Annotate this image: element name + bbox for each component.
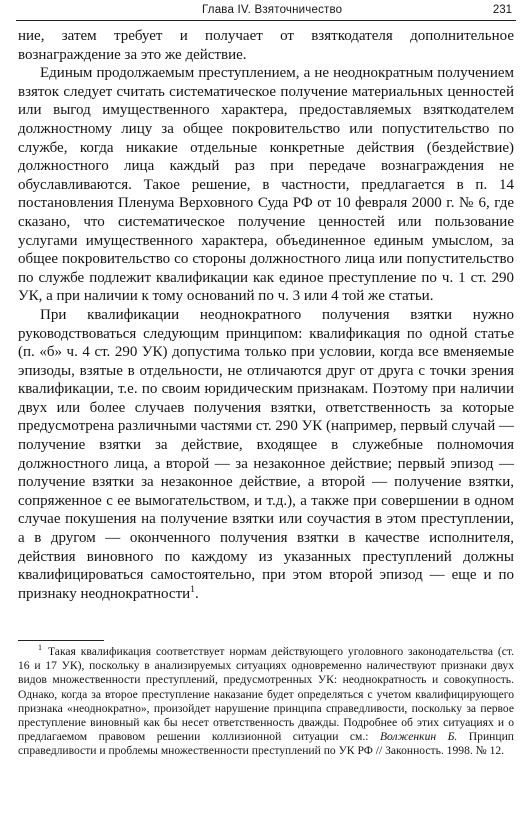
footnote-body: Такая квалификация соответствует нормам действующего уголовного законодательства (ст. 16 и 17 УК), поскольку в анализируемых ситуациях одновременно наличествуют признаки двух видов множественности преступлений, предусмотренных УК: неоднократность и совокупность. Однако, когда за второе преступление наказание будет определяться с учетом квалифицирующего признака «неоднократно», произойдет нарушение принципа справедливости, поскольку за первое преступление виновный как бы несет ответственность дважды. Подробнее об этих ситуациях и о предлагаемом правовом решении коллизионной ситуации см.: bbox=[18, 645, 514, 744]
running-head bbox=[16, 1, 516, 21]
paragraph-qualification-text: При квалификации неоднократного получения взятки нужно руководствоваться следующим принципом: квалификация по одной статье (п. «б» ч. 4 ст. 290 УК) допустима только при условии, когда все вменяемые эпизоды, взятые в отдельности, не отличаются друг от друга с точки зрения квалификации, т.е. по своим юридическим признакам. Поэтому при наличии двух или более случаев получения взятки, ответственность за которые предусмотрена различными частями ст. 290 УК (например, первый случай — получение взятки за действие, входящее в служебные полномочия должностного лица, а второй — за незаконное действие; первый эпизод — получение взятки за незаконное действие, а второй — получение взятки, сопряженное с ее вымогательством, и т.д.), а также при совершении в одном случае покушения на получение взятки или соучастия в этом преступлении, а в другом — оконченного получения взятки в качестве исполнителя, действия виновного по каждому из указанных преступлений должны квалифицироваться самостоятельно, при этом второй эпизод — еще и по признаку неоднократности bbox=[18, 306, 514, 602]
footnote-divider bbox=[18, 640, 104, 641]
footnote-author: Волженкин Б. bbox=[379, 730, 458, 744]
footnote-text bbox=[18, 645, 514, 759]
main-text bbox=[18, 27, 514, 603]
footnote-source: Принцип справедливости и проблемы множественности преступлений по УК РФ // Законность. 1998. № 12. bbox=[18, 730, 514, 758]
footnote-marker: 1 bbox=[38, 643, 42, 653]
footnote-reference[interactable]: 1 bbox=[190, 583, 196, 595]
paragraph-qualification: При квалификации неоднократного получения взятки нужно руководствоваться следующим принципом: квалификация по одной статье (п. «б» ч. 4 ст. 290 УК) допустима только при условии, когда все вменяемые эпизоды, взятые в отдельности, не отличаются друг от друга с точки зрения квалификации, т.е. по своим юридическим признакам. Поэтому при наличии двух или более случаев получения взятки, ответственность за которые предусмотрена различными частями ст. 290 УК (например, первый случай — получение взятки за действие, входящее в служебные полномочия должностного лица, а второй — за незаконное действие; первый эпизод — получение взятки за незаконное действие, а второй — получение взятки, сопряженное с ее вымогательством, и т.д.), а также при совершении в одном случае покушения на получение взятки или соучастия в этом преступлении, а в другом — оконченного получения взятки в качестве исполнителя, действия виновного по каждому из указанных преступлений должны квалифицироваться самостоятельно, при этом второй эпизод — еще и по признаку неоднократности$^1$. bbox=[18, 306, 514, 602]
paragraph-continued: ние, затем требует и получает от взяткодателя дополнительное вознаграждение за это же действие. bbox=[18, 28, 514, 63]
page-number: 231 bbox=[492, 4, 512, 16]
footnote bbox=[18, 645, 514, 759]
paragraph-continued-offense: Единым продолжаемым преступлением, а не неоднократным получением взяток следует считать систематическое получение материальных ценностей или выгод имущественного характера, предоставляемых взяткодателем должностному лицу за общее покровительство или попустительство по службе, когда никакие отдельные конкретные действия (бездействие) должностного лица каждый раз при передаче вознаграждения не обуславливаются. Такое решение, в частности, предлагается в п. 14 постановления Пленума Верховного Суда РФ от 10 февраля 2000 г. № 6, где сказано, что систематическое получение ценностей или пользование услугами имущественного характера, объединенное единым умыслом, за общее покровительство со стороны должностного лица или попустительство по службе подлежит квалификации как единое преступление по ч. 1 ст. 290 УК, а при наличии к тому оснований по ч. 3 или 4 той же статьи. bbox=[18, 65, 514, 305]
chapter-title: Глава IV. Взяточничество bbox=[202, 4, 343, 16]
